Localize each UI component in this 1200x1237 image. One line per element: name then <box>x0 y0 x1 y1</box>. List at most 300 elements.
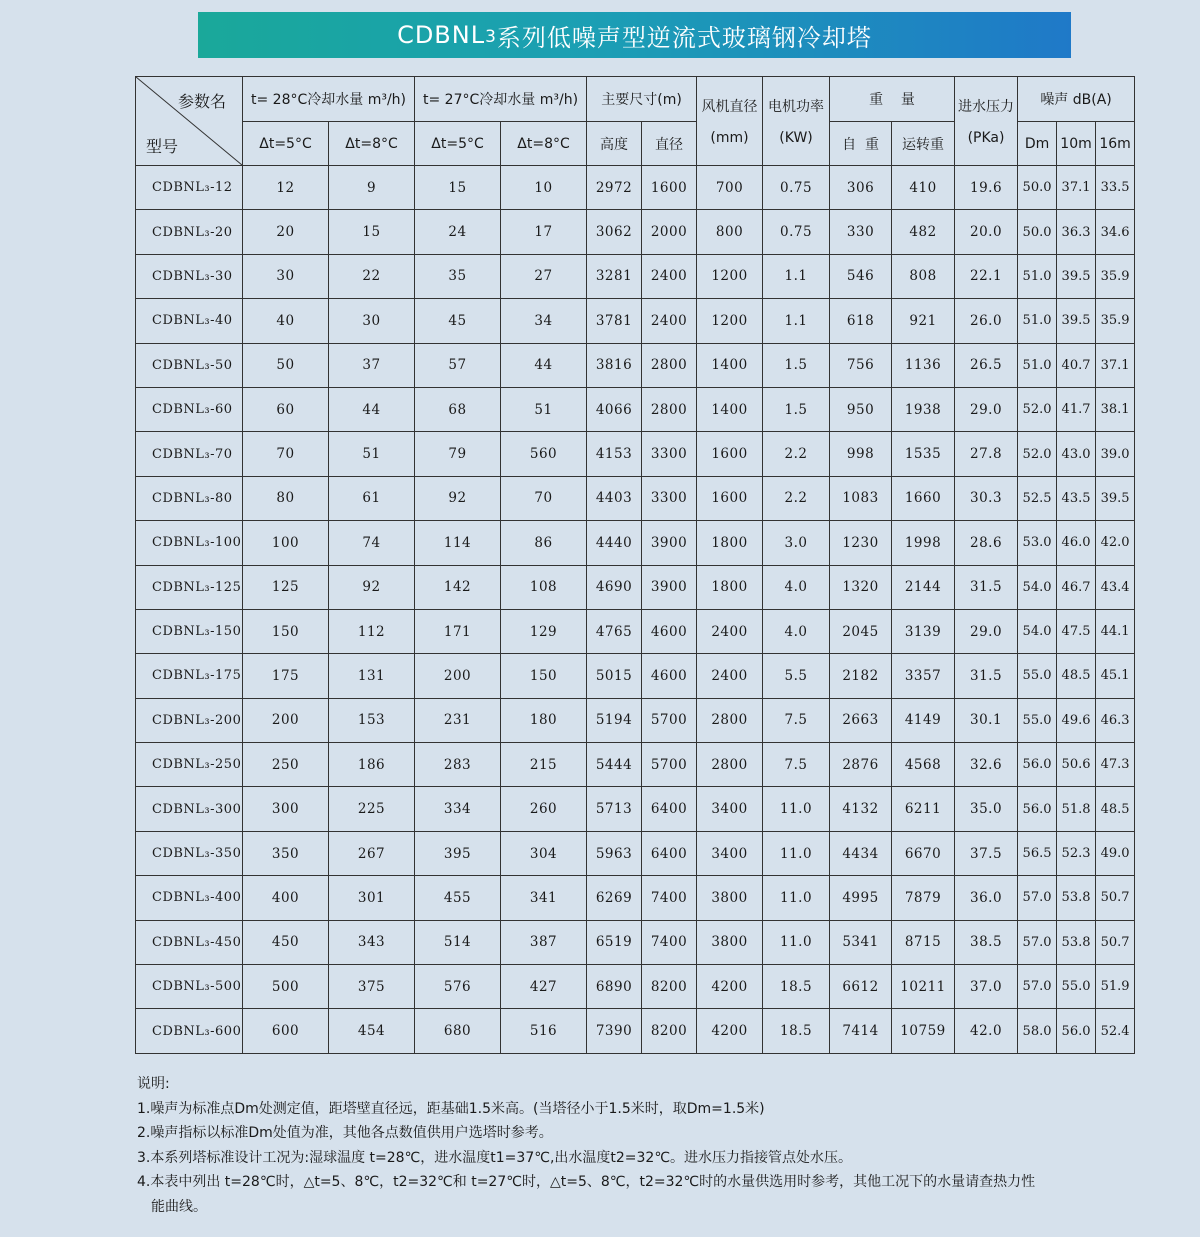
table-cell: 350 <box>243 831 329 875</box>
table-cell: 56.0 <box>1018 787 1057 831</box>
table-cell: 6519 <box>587 920 642 964</box>
table-cell: 39.0 <box>1096 432 1135 476</box>
header-weight <box>830 77 955 122</box>
header-pressure-line1: 进水压力 <box>958 99 1015 115</box>
table-row <box>136 698 1135 742</box>
table-cell: 3.0 <box>763 521 830 565</box>
table-cell: 3139 <box>892 609 955 653</box>
table-cell: 482 <box>892 210 955 254</box>
table-cell: 51 <box>329 432 415 476</box>
table-cell: 0.75 <box>763 166 830 210</box>
table-cell: 11.0 <box>763 876 830 920</box>
model-cell: CDBNL₃-450 <box>136 920 243 964</box>
table-cell: 2400 <box>697 654 763 698</box>
header-dt8-27: Δt=8°C <box>501 122 587 166</box>
table-cell: 2800 <box>642 387 697 431</box>
table-cell: 38.1 <box>1096 387 1135 431</box>
table-cell: 74 <box>329 521 415 565</box>
table-cell: 7400 <box>642 876 697 920</box>
table-cell: 17 <box>501 210 587 254</box>
table-cell: 38.5 <box>955 920 1018 964</box>
table-cell: 1.1 <box>763 254 830 298</box>
table-cell: 2182 <box>830 654 892 698</box>
table-cell: 8200 <box>642 965 697 1009</box>
table-cell: 4600 <box>642 609 697 653</box>
table-cell: 283 <box>415 743 501 787</box>
table-cell: 50.7 <box>1096 920 1135 964</box>
title-main: CDBNL <box>397 21 486 49</box>
table-cell: 35 <box>415 254 501 298</box>
table-cell: 37 <box>329 343 415 387</box>
table-cell: 44 <box>501 343 587 387</box>
table-cell: 42.0 <box>955 1009 1018 1053</box>
table-cell: 301 <box>329 876 415 920</box>
table-cell: 680 <box>415 1009 501 1053</box>
table-cell: 39.5 <box>1096 476 1135 520</box>
table-cell: 300 <box>243 787 329 831</box>
header-noise-10m: 10m <box>1057 122 1096 166</box>
table-row <box>136 1009 1135 1053</box>
table-cell: 250 <box>243 743 329 787</box>
notes-title: 说明: <box>137 1076 170 1092</box>
table-cell: 175 <box>243 654 329 698</box>
table-cell: 8715 <box>892 920 955 964</box>
note-item: 2.噪声指标以标准Dm处值为准，其他各点数值供用户选塔时参考。 <box>137 1125 553 1142</box>
table-cell: 4690 <box>587 565 642 609</box>
model-cell: CDBNL₃-70 <box>136 432 243 476</box>
table-cell: 32.6 <box>955 743 1018 787</box>
header-inlet-pressure <box>955 77 1018 166</box>
model-cell: CDBNL₃-150 <box>136 609 243 653</box>
table-cell: 22.1 <box>955 254 1018 298</box>
table-row <box>136 299 1135 343</box>
table-cell: 1200 <box>697 254 763 298</box>
table-cell: 7879 <box>892 876 955 920</box>
header-motor-line1: 电机功率 <box>768 99 825 115</box>
table-cell: 8200 <box>642 1009 697 1053</box>
header-fan-diameter <box>697 77 763 166</box>
table-cell: 3400 <box>697 831 763 875</box>
table-cell: 5444 <box>587 743 642 787</box>
table-cell: 40 <box>243 299 329 343</box>
table-cell: 2400 <box>642 254 697 298</box>
table-cell: 70 <box>501 476 587 520</box>
table-cell: 2400 <box>697 609 763 653</box>
table-cell: 79 <box>415 432 501 476</box>
table-cell: 6612 <box>830 965 892 1009</box>
table-cell: 334 <box>415 787 501 831</box>
table-cell: 56.0 <box>1018 743 1057 787</box>
table-cell: 11.0 <box>763 787 830 831</box>
table-cell: 5015 <box>587 654 642 698</box>
table-cell: 51.0 <box>1018 254 1057 298</box>
table-row <box>136 476 1135 520</box>
table-row <box>136 387 1135 431</box>
spec-table-body <box>136 166 1135 1054</box>
table-cell: 4066 <box>587 387 642 431</box>
table-row <box>136 210 1135 254</box>
table-cell: 1.1 <box>763 299 830 343</box>
table-cell: 37.5 <box>955 831 1018 875</box>
table-cell: 52.0 <box>1018 432 1057 476</box>
table-cell: 36.0 <box>955 876 1018 920</box>
table-cell: 427 <box>501 965 587 1009</box>
table-row <box>136 920 1135 964</box>
table-cell: 1400 <box>697 387 763 431</box>
table-cell: 2000 <box>642 210 697 254</box>
table-cell: 30.3 <box>955 476 1018 520</box>
table-cell: 1600 <box>697 432 763 476</box>
table-cell: 1800 <box>697 565 763 609</box>
table-cell: 387 <box>501 920 587 964</box>
table-cell: 46.3 <box>1096 698 1135 742</box>
table-cell: 6211 <box>892 787 955 831</box>
model-cell: CDBNL₃-60 <box>136 387 243 431</box>
table-cell: 37.0 <box>955 965 1018 1009</box>
table-cell: 40.7 <box>1057 343 1096 387</box>
table-cell: 46.7 <box>1057 565 1096 609</box>
table-row <box>136 432 1135 476</box>
table-cell: 57 <box>415 343 501 387</box>
table-cell: 15 <box>329 210 415 254</box>
table-cell: 700 <box>697 166 763 210</box>
model-cell: CDBNL₃-400 <box>136 876 243 920</box>
table-cell: 56.5 <box>1018 831 1057 875</box>
table-row <box>136 787 1135 831</box>
table-cell: 6890 <box>587 965 642 1009</box>
table-cell: 150 <box>501 654 587 698</box>
title-rest: 系列低噪声型逆流式玻璃钢冷却塔 <box>496 23 872 52</box>
table-cell: 45.1 <box>1096 654 1135 698</box>
model-cell: CDBNL₃-350 <box>136 831 243 875</box>
table-cell: 4132 <box>830 787 892 831</box>
table-cell: 5700 <box>642 743 697 787</box>
table-cell: 6670 <box>892 831 955 875</box>
table-cell: 6400 <box>642 831 697 875</box>
table-cell: 100 <box>243 521 329 565</box>
table-cell: 35.9 <box>1096 299 1135 343</box>
table-cell: 1083 <box>830 476 892 520</box>
table-cell: 57.0 <box>1018 876 1057 920</box>
table-cell: 600 <box>243 1009 329 1053</box>
model-cell: CDBNL₃-125 <box>136 565 243 609</box>
table-cell: 1998 <box>892 521 955 565</box>
table-cell: 756 <box>830 343 892 387</box>
table-cell: 514 <box>415 920 501 964</box>
table-row <box>136 343 1135 387</box>
table-cell: 131 <box>329 654 415 698</box>
table-cell: 560 <box>501 432 587 476</box>
table-cell: 33.5 <box>1096 166 1135 210</box>
table-cell: 51 <box>501 387 587 431</box>
page-title-banner <box>198 12 1071 58</box>
table-cell: 231 <box>415 698 501 742</box>
table-cell: 57.0 <box>1018 920 1057 964</box>
table-cell: 20.0 <box>955 210 1018 254</box>
table-row <box>136 565 1135 609</box>
model-cell: CDBNL₃-300 <box>136 787 243 831</box>
table-cell: 800 <box>697 210 763 254</box>
table-cell: 4149 <box>892 698 955 742</box>
table-cell: 44.1 <box>1096 609 1135 653</box>
table-cell: 576 <box>415 965 501 1009</box>
table-cell: 3062 <box>587 210 642 254</box>
table-cell: 4.0 <box>763 565 830 609</box>
table-cell: 2400 <box>642 299 697 343</box>
table-cell: 6400 <box>642 787 697 831</box>
note-item: 4.本表中列出 t=28℃时，△t=5、8℃，t2=32℃和 t=27℃时，△t=5、8℃，t2=32℃时的水量供选用时参考，其他工况下的水量请查热力性 <box>137 1174 1036 1191</box>
table-cell: 19.6 <box>955 166 1018 210</box>
table-cell: 22 <box>329 254 415 298</box>
table-cell: 4403 <box>587 476 642 520</box>
header-dimensions: 主要尺寸(m) <box>587 77 697 122</box>
table-cell: 454 <box>329 1009 415 1053</box>
table-cell: 47.5 <box>1057 609 1096 653</box>
table-cell: 12 <box>243 166 329 210</box>
table-cell: 53.8 <box>1057 920 1096 964</box>
table-cell: 53.8 <box>1057 876 1096 920</box>
table-cell: 3900 <box>642 521 697 565</box>
table-cell: 35.0 <box>955 787 1018 831</box>
table-cell: 5.5 <box>763 654 830 698</box>
header-noise: 噪声 dB(A) <box>1018 77 1135 122</box>
table-cell: 2663 <box>830 698 892 742</box>
header-flow-27: t= 27°C冷却水量 m³/h) <box>415 77 587 122</box>
header-run-weight: 运转重 <box>892 122 955 166</box>
table-cell: 3900 <box>642 565 697 609</box>
table-cell: 18.5 <box>763 965 830 1009</box>
table-cell: 30 <box>243 254 329 298</box>
model-cell: CDBNL₃-250 <box>136 743 243 787</box>
table-cell: 60 <box>243 387 329 431</box>
table-cell: 55.0 <box>1018 698 1057 742</box>
table-cell: 29.0 <box>955 387 1018 431</box>
table-cell: 46.0 <box>1057 521 1096 565</box>
table-cell: 142 <box>415 565 501 609</box>
table-cell: 200 <box>243 698 329 742</box>
table-cell: 2800 <box>642 343 697 387</box>
table-cell: 215 <box>501 743 587 787</box>
table-cell: 49.6 <box>1057 698 1096 742</box>
table-cell: 80 <box>243 476 329 520</box>
header-flow-28: t= 28°C冷却水量 m³/h) <box>243 77 415 122</box>
table-cell: 51.8 <box>1057 787 1096 831</box>
table-cell: 400 <box>243 876 329 920</box>
model-cell: CDBNL₃-20 <box>136 210 243 254</box>
table-cell: 455 <box>415 876 501 920</box>
header-dt5-28: Δt=5°C <box>243 122 329 166</box>
table-cell: 11.0 <box>763 831 830 875</box>
table-cell: 5341 <box>830 920 892 964</box>
model-cell: CDBNL₃-175 <box>136 654 243 698</box>
header-param-name: 参数名 <box>177 92 226 111</box>
note-item: 3.本系列塔标准设计工况为:湿球温度 t=28℃，进水温度t1=37℃,出水温度t2=32℃。进水压力指接管点处水压。 <box>137 1149 853 1166</box>
table-cell: 3800 <box>697 920 763 964</box>
table-cell: 4434 <box>830 831 892 875</box>
table-cell: 3400 <box>697 787 763 831</box>
table-cell: 37.1 <box>1096 343 1135 387</box>
table-cell: 61 <box>329 476 415 520</box>
table-cell: 70 <box>243 432 329 476</box>
table-cell: 24 <box>415 210 501 254</box>
table-cell: 808 <box>892 254 955 298</box>
table-cell: 3781 <box>587 299 642 343</box>
table-cell: 125 <box>243 565 329 609</box>
table-cell: 42.0 <box>1096 521 1135 565</box>
table-cell: 186 <box>329 743 415 787</box>
table-cell: 36.3 <box>1057 210 1096 254</box>
table-cell: 4.0 <box>763 609 830 653</box>
table-cell: 29.0 <box>955 609 1018 653</box>
table-cell: 52.0 <box>1018 387 1057 431</box>
table-cell: 4765 <box>587 609 642 653</box>
table-cell: 2800 <box>697 743 763 787</box>
table-cell: 35.9 <box>1096 254 1135 298</box>
table-cell: 51.0 <box>1018 299 1057 343</box>
table-cell: 2.2 <box>763 476 830 520</box>
table-cell: 10759 <box>892 1009 955 1053</box>
table-cell: 20 <box>243 210 329 254</box>
table-cell: 50 <box>243 343 329 387</box>
header-noise-16m: 16m <box>1096 122 1135 166</box>
table-cell: 5963 <box>587 831 642 875</box>
model-cell: CDBNL₃-40 <box>136 299 243 343</box>
table-cell: 1660 <box>892 476 955 520</box>
table-cell: 260 <box>501 787 587 831</box>
table-cell: 1400 <box>697 343 763 387</box>
table-cell: 7390 <box>587 1009 642 1053</box>
table-cell: 28.6 <box>955 521 1018 565</box>
table-cell: 7.5 <box>763 743 830 787</box>
table-cell: 31.5 <box>955 565 1018 609</box>
header-weight-label: 重 量 <box>869 92 915 108</box>
table-cell: 4995 <box>830 876 892 920</box>
table-cell: 1.5 <box>763 343 830 387</box>
table-row <box>136 609 1135 653</box>
table-cell: 57.0 <box>1018 965 1057 1009</box>
table-cell: 27.8 <box>955 432 1018 476</box>
table-cell: 7400 <box>642 920 697 964</box>
table-cell: 55.0 <box>1018 654 1057 698</box>
table-cell: 618 <box>830 299 892 343</box>
table-cell: 1320 <box>830 565 892 609</box>
table-cell: 18.5 <box>763 1009 830 1053</box>
table-cell: 4568 <box>892 743 955 787</box>
table-cell: 43.5 <box>1057 476 1096 520</box>
table-cell: 950 <box>830 387 892 431</box>
table-cell: 39.5 <box>1057 254 1096 298</box>
table-cell: 921 <box>892 299 955 343</box>
table-cell: 3816 <box>587 343 642 387</box>
table-cell: 47.3 <box>1096 743 1135 787</box>
table-cell: 50.0 <box>1018 166 1057 210</box>
table-cell: 516 <box>501 1009 587 1053</box>
table-cell: 112 <box>329 609 415 653</box>
table-row <box>136 521 1135 565</box>
table-cell: 7414 <box>830 1009 892 1053</box>
table-cell: 2972 <box>587 166 642 210</box>
table-cell: 30.1 <box>955 698 1018 742</box>
header-dt8-28: Δt=8°C <box>329 122 415 166</box>
table-cell: 3300 <box>642 432 697 476</box>
spec-table <box>135 76 1135 1054</box>
header-noise-dm: Dm <box>1018 122 1057 166</box>
table-cell: 6269 <box>587 876 642 920</box>
table-cell: 0.75 <box>763 210 830 254</box>
table-cell: 53.0 <box>1018 521 1057 565</box>
table-cell: 44 <box>329 387 415 431</box>
table-cell: 9 <box>329 166 415 210</box>
header-dt5-27: Δt=5°C <box>415 122 501 166</box>
table-cell: 48.5 <box>1057 654 1096 698</box>
header-motor-line2: (KW) <box>779 130 813 146</box>
table-cell: 10 <box>501 166 587 210</box>
model-cell: CDBNL₃-80 <box>136 476 243 520</box>
table-cell: 50.7 <box>1096 876 1135 920</box>
table-cell: 225 <box>329 787 415 831</box>
table-cell: 39.5 <box>1057 299 1096 343</box>
notes-section <box>137 1072 1137 1220</box>
table-cell: 546 <box>830 254 892 298</box>
table-cell: 395 <box>415 831 501 875</box>
table-cell: 10211 <box>892 965 955 1009</box>
header-motor-power <box>763 77 830 166</box>
table-cell: 49.0 <box>1096 831 1135 875</box>
table-cell: 450 <box>243 920 329 964</box>
header-height: 高度 <box>587 122 642 166</box>
table-cell: 43.0 <box>1057 432 1096 476</box>
table-cell: 31.5 <box>955 654 1018 698</box>
table-cell: 3281 <box>587 254 642 298</box>
model-cell: CDBNL₃-500 <box>136 965 243 1009</box>
header-corner <box>136 77 243 166</box>
table-cell: 1230 <box>830 521 892 565</box>
table-cell: 55.0 <box>1057 965 1096 1009</box>
table-cell: 4200 <box>697 965 763 1009</box>
model-cell: CDBNL₃-600 <box>136 1009 243 1053</box>
table-cell: 92 <box>329 565 415 609</box>
table-cell: 3357 <box>892 654 955 698</box>
table-row <box>136 654 1135 698</box>
table-cell: 54.0 <box>1018 609 1057 653</box>
table-cell: 1200 <box>697 299 763 343</box>
model-cell: CDBNL₃-30 <box>136 254 243 298</box>
table-cell: 26.0 <box>955 299 1018 343</box>
table-cell: 2.2 <box>763 432 830 476</box>
table-cell: 343 <box>329 920 415 964</box>
table-cell: 30 <box>329 299 415 343</box>
table-cell: 153 <box>329 698 415 742</box>
table-cell: 27 <box>501 254 587 298</box>
table-cell: 375 <box>329 965 415 1009</box>
table-cell: 51.9 <box>1096 965 1135 1009</box>
table-cell: 129 <box>501 609 587 653</box>
table-cell: 200 <box>415 654 501 698</box>
header-fan-line2: (mm) <box>710 130 749 146</box>
table-cell: 1.5 <box>763 387 830 431</box>
table-cell: 1800 <box>697 521 763 565</box>
table-cell: 34 <box>501 299 587 343</box>
table-cell: 45 <box>415 299 501 343</box>
table-cell: 171 <box>415 609 501 653</box>
table-row <box>136 876 1135 920</box>
table-cell: 108 <box>501 565 587 609</box>
table-cell: 43.4 <box>1096 565 1135 609</box>
title-subscript: 3 <box>485 27 497 47</box>
table-cell: 86 <box>501 521 587 565</box>
model-cell: CDBNL₃-200 <box>136 698 243 742</box>
table-cell: 52.5 <box>1018 476 1057 520</box>
